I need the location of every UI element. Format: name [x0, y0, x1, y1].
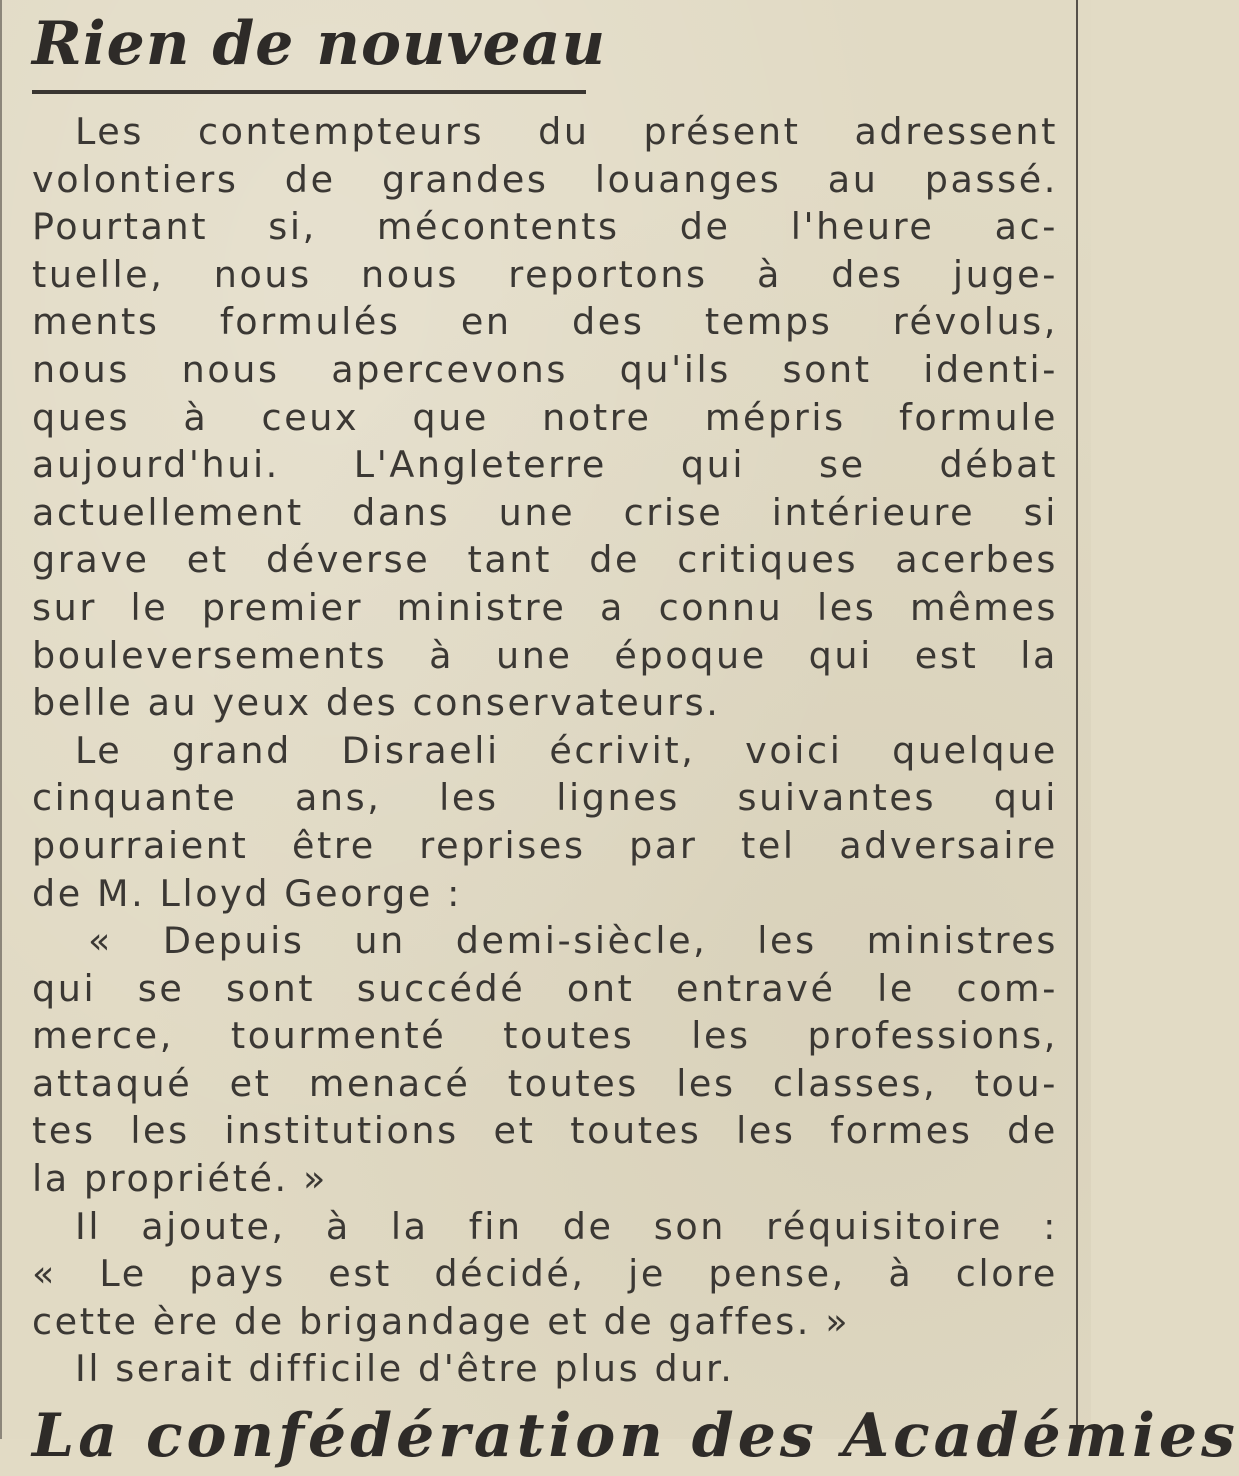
article-line: de M. Lloyd George : [32, 871, 463, 915]
article-line: volontiers de grandes louanges au passé. [32, 157, 1058, 201]
quote-line: tes les institutions et toutes les formes de [32, 1109, 1058, 1153]
article-line: Il ajoute, à la fin de son réquisitoire : [75, 1204, 1058, 1248]
article-line: Le grand Disraeli écrivit, voici quelque [75, 728, 1058, 772]
article-line: Pourtant si, mécontents de l'heure ac- [32, 205, 1058, 249]
article-line: belle au yeux des conservateurs. [32, 681, 721, 725]
article-body [32, 108, 1058, 1393]
quote-line: attaqué et menacé toutes les classes, tou- [32, 1061, 1058, 1105]
article-line: aujourd'hui. L'Angleterre qui se débat [32, 443, 1058, 487]
article-title: Rien de nouveau [32, 9, 607, 79]
quote-line: « Depuis un demi-siècle, les ministres [88, 919, 1058, 963]
article-line: ques à ceux que notre mépris formule [32, 395, 1058, 439]
left-column-rule [0, 0, 2, 1439]
article-line: pourraient être reprises par tel adversaire [32, 823, 1058, 867]
article-line: tuelle, nous nous reportons à des juge- [32, 252, 1058, 296]
quote-line: cette ère de brigandage et de gaffes. » [32, 1299, 851, 1343]
title-underline [32, 90, 586, 94]
article-line: sur le premier ministre a connu les mêmes [32, 585, 1058, 629]
article-line: ments formulés en des temps révolus, [32, 300, 1058, 344]
article-line: Il serait difficile d'être plus dur. [75, 1347, 735, 1391]
article-line: actuellement dans une crise intérieure si [32, 490, 1058, 534]
article-line: grave et déverse tant de critiques acerbes [32, 538, 1058, 582]
article-line: cinquante ans, les lignes suivantes qui [32, 776, 1058, 820]
quote-line: « Le pays est décidé, je pense, à clore [32, 1252, 1058, 1296]
article-line: Les contempteurs du présent adressent [75, 110, 1058, 153]
next-article-title: La confédération des Académies [32, 1401, 1239, 1471]
quote-line: la propriété. » [32, 1157, 328, 1201]
right-column-rule [1076, 0, 1078, 1439]
quote-line: merce, tourmenté toutes les professions, [32, 1014, 1058, 1058]
article-line: bouleversements à une époque qui est la [32, 633, 1058, 677]
article-line: nous nous apercevons qu'ils sont identi- [32, 347, 1058, 391]
quote-line: qui se sont succédé ont entravé le com- [32, 966, 1058, 1010]
